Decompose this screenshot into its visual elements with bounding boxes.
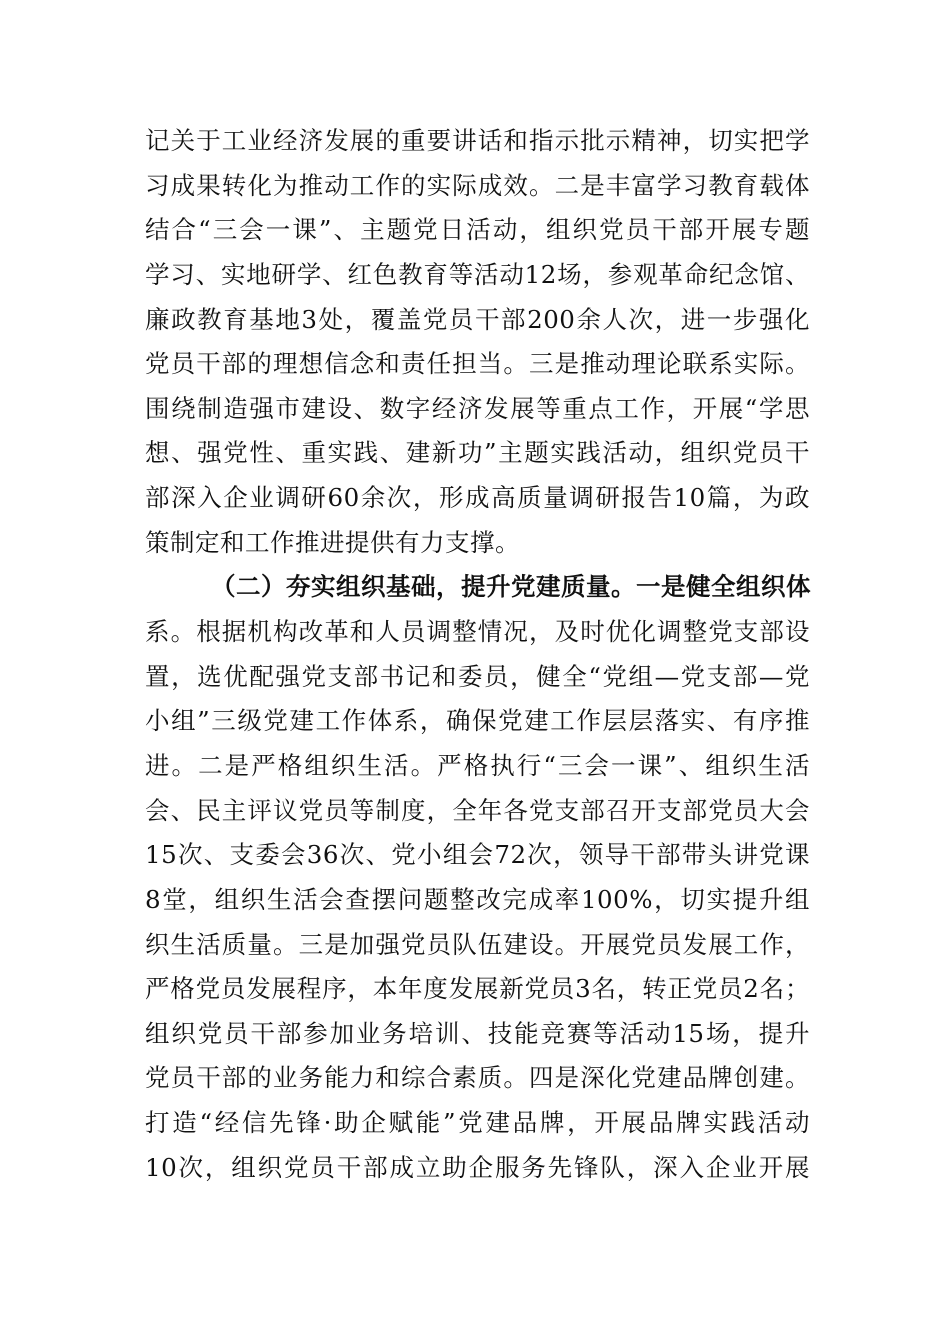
text-line: 进。二是严格组织生活。严格执行“三会一课”、组织生活 <box>145 750 810 780</box>
text-line: 结合“三会一课”、主题党日活动，组织党员干部开展专题 <box>145 215 810 245</box>
text-line: 小组”三级党建工作体系，确保党建工作层层落实、有序推 <box>145 706 810 736</box>
text-line: 8堂，组织生活会查摆问题整改完成率100%，切实提升组 <box>145 884 810 914</box>
text-line: 系。根据机构改革和人员调整情况，及时优化调整党支部设 <box>145 617 810 647</box>
document-body <box>145 119 810 1190</box>
paragraph-end-line: 策制定和工作推进提供有力支撑。 <box>145 527 520 557</box>
text-line: 织生活质量。三是加强党员队伍建设。开展党员发展工作， <box>145 929 810 959</box>
section-heading-line: （二）夯实组织基础，提升党建质量。一是健全组织体 <box>211 572 811 602</box>
text-line: 党员干部的理想信念和责任担当。三是推动理论联系实际。 <box>145 349 810 379</box>
text-line: 10次，组织党员干部成立助企服务先锋队，深入企业开展 <box>145 1152 810 1182</box>
text-line: 学习、实地研学、红色教育等活动12场，参观革命纪念馆、 <box>145 259 810 289</box>
text-line: 会、民主评议党员等制度，全年各党支部召开支部党员大会 <box>145 795 810 825</box>
text-line: 记关于工业经济发展的重要讲话和指示批示精神，切实把学 <box>145 126 810 155</box>
text-line: 部深入企业调研60余次，形成高质量调研报告10篇，为政 <box>145 483 810 513</box>
text-line: 组织党员干部参加业务培训、技能竞赛等活动15场，提升 <box>145 1018 810 1048</box>
text-line: 置，选优配强党支部书记和委员，健全“党组—党支部—党 <box>145 661 810 691</box>
text-line: 打造“经信先锋·助企赋能”党建品牌，开展品牌实践活动 <box>145 1108 810 1138</box>
text-line: 廉政教育基地3处，覆盖党员干部200余人次，进一步强化 <box>145 304 810 334</box>
text-line: 想、强党性、重实践、建新功”主题实践活动，组织党员干 <box>145 438 810 468</box>
text-line: 习成果转化为推动工作的实际成效。二是丰富学习教育载体 <box>145 170 810 200</box>
text-line: 围绕制造强市建设、数字经济发展等重点工作，开展“学思 <box>145 393 810 423</box>
text-line: 15次、支委会36次、党小组会72次，领导干部带头讲党课 <box>145 840 810 870</box>
text-line: 严格党员发展程序，本年度发展新党员3名，转正党员2名； <box>145 974 810 1004</box>
text-line: 党员干部的业务能力和综合素质。四是深化党建品牌创建。 <box>145 1063 810 1093</box>
